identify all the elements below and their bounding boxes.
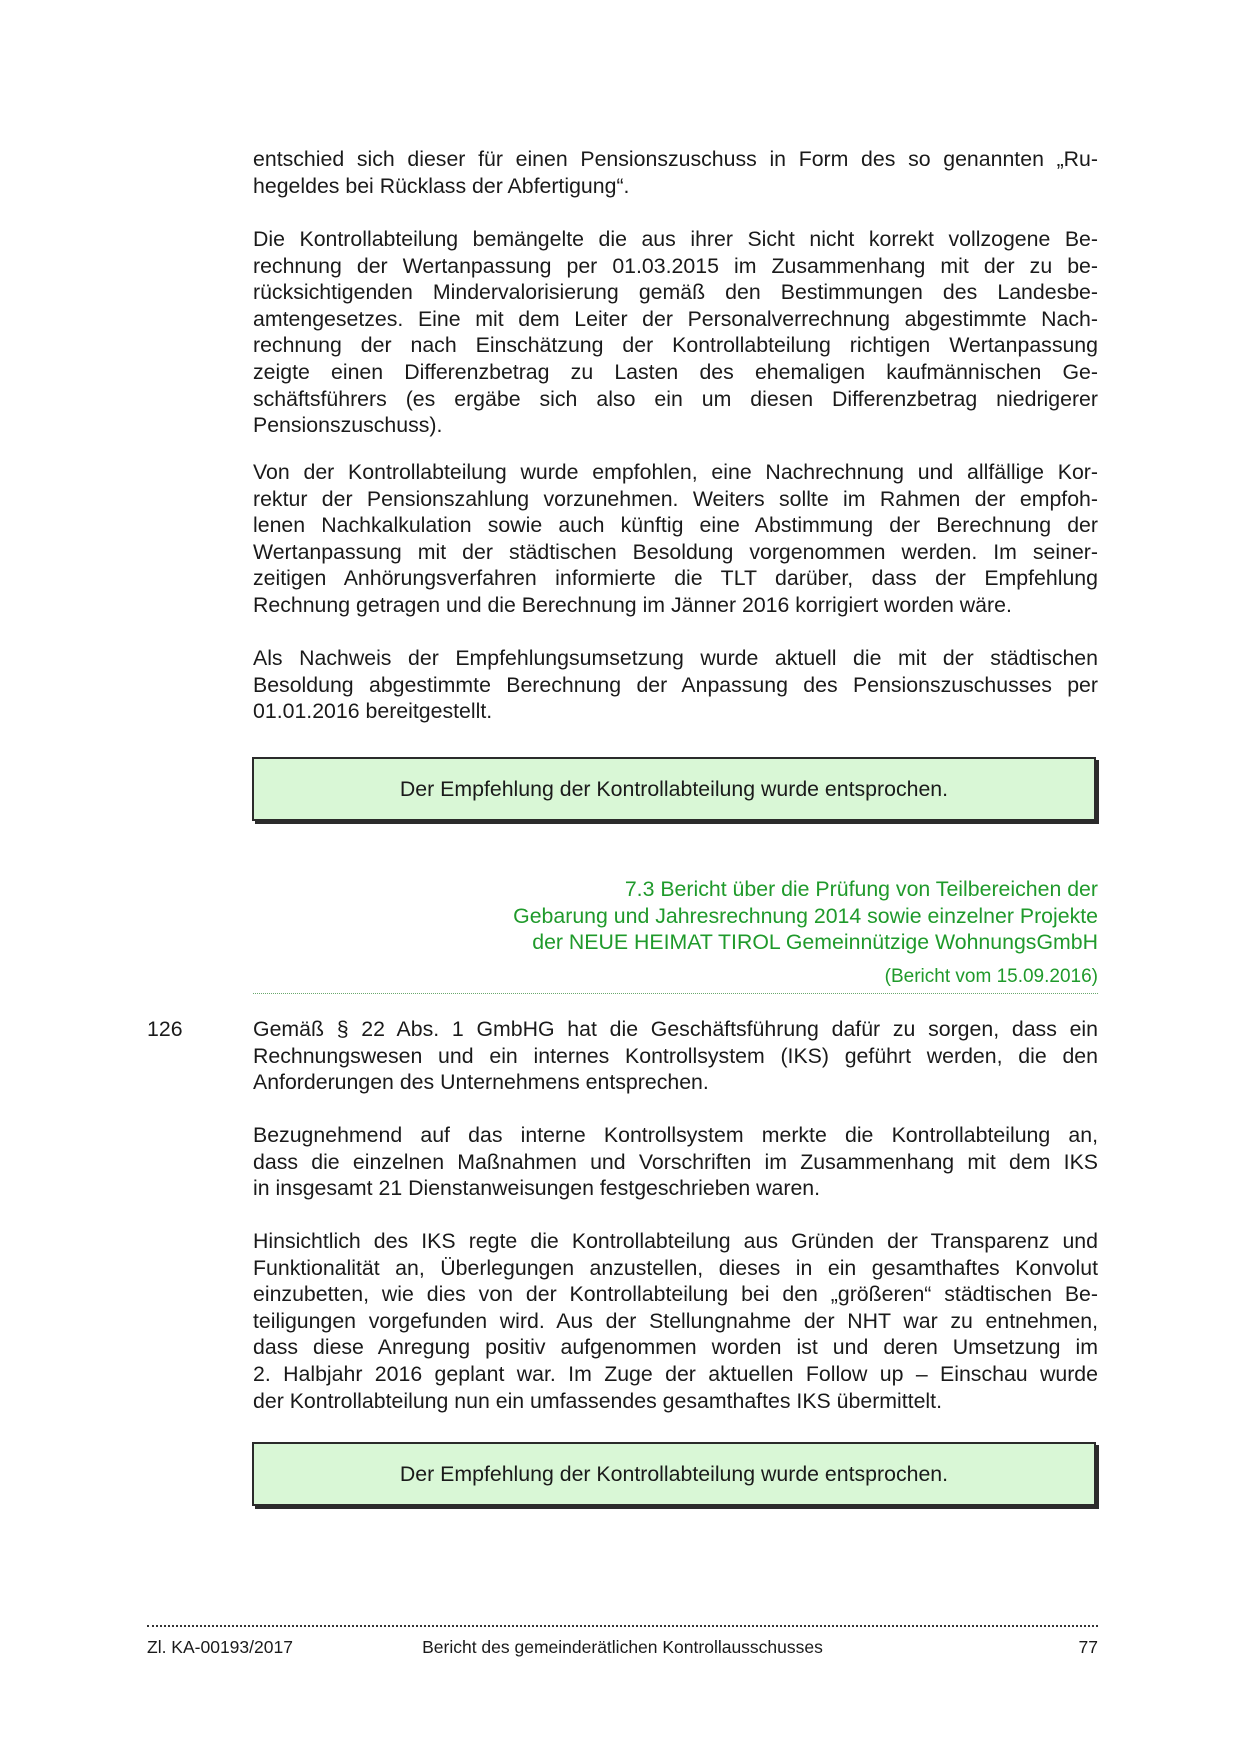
footer-divider — [147, 1625, 1098, 1627]
text-line: rechnung der nach Einschätzung der Kontrollabteilung richtigen Wertanpassung — [253, 333, 1098, 358]
paragraph-pension-form — [253, 146, 1098, 199]
text-line: Als Nachweis der Empfehlungsumsetzung wurde aktuell die mit der städtischen — [253, 646, 1098, 670]
text-line: in insgesamt 21 Dienstanweisungen festgeschrieben waren. — [253, 1176, 821, 1201]
text-line: rücksichtigenden Mindervalorisierung gemäß den Bestimmungen des Landesbe- — [253, 280, 1098, 305]
text-line: dass diese Anregung positiv aufgenommen worden ist und deren Umsetzung im — [253, 1335, 1098, 1360]
report-date: (Bericht vom 15.09.2016) — [884, 966, 1098, 987]
text-line: einzubetten, wie dies von der Kontrollabteilung bei den „größeren“ städtischen Be- — [253, 1282, 1098, 1307]
text-line: Anforderungen des Unternehmens entsprechen. — [253, 1070, 709, 1095]
text-line: Gemäß § 22 Abs. 1 GmbHG hat die Geschäftsführung dafür zu sorgen, dass ein — [253, 1017, 1098, 1041]
paragraph-calculation-criticism — [253, 226, 1098, 439]
text-line: Wertanpassung mit der städtischen Besoldung vorgenommen werden. Im seiner- — [253, 539, 1098, 564]
recommendation-text: Der Empfehlung der Kontrollabteilung wurde entsprochen. — [399, 776, 949, 801]
text-line: Rechnungswesen und ein internes Kontrollsystem (IKS) geführt werden, die den — [253, 1043, 1098, 1068]
text-line: Von der Kontrollabteilung wurde empfohlen, eine Nachrechnung und allfällige Kor- — [253, 460, 1098, 484]
heading-line: Gebarung und Jahresrechnung 2014 sowie einzelner Projekte — [513, 903, 1098, 928]
recommendation-fulfilled-box — [252, 757, 1096, 821]
recommendation-fulfilled-box — [252, 1442, 1096, 1506]
text-line: Die Kontrollabteilung bemängelte die aus ihrer Sicht nicht korrekt vollzogene Be- — [253, 227, 1098, 251]
text-line: Bezugnehmend auf das interne Kontrollsystem merkte die Kontrollabteilung an, — [253, 1123, 1098, 1147]
section-heading — [398, 876, 1098, 956]
paragraph-recommendation — [253, 459, 1098, 619]
heading-line: der NEUE HEIMAT TIROL Gemeinnützige WohnungsGmbH — [532, 930, 1098, 955]
footer-title: Bericht des gemeinderätlichen Kontrollausschusses — [422, 1637, 823, 1657]
text-line: teiligungen vorgefunden wird. Aus der Stellungnahme der NHT war zu entnehmen, — [253, 1308, 1098, 1333]
text-line: entschied sich dieser für einen Pensionszuschuss in Form des so genannten „Ru- — [253, 147, 1098, 171]
text-line: zeigte einen Differenzbetrag zu Lasten des ehemaligen kaufmännischen Ge- — [253, 359, 1098, 384]
text-line: Hinsichtlich des IKS regte die Kontrollabteilung aus Gründen der Transparenz und — [253, 1229, 1098, 1253]
text-line: amtengesetzes. Eine mit dem Leiter der Personalverrechnung abgestimmte Nach- — [253, 306, 1098, 331]
page-number: 77 — [1078, 1637, 1098, 1657]
text-line: 2. Halbjahr 2016 geplant war. Im Zuge der aktuellen Follow up – Einschau wurde — [253, 1361, 1098, 1386]
section-divider — [253, 993, 1098, 994]
text-line: Pensionszuschuss). — [253, 413, 443, 438]
heading-line: 7.3 Bericht über die Prüfung von Teilbereichen der — [624, 877, 1098, 901]
paragraph-iks-instructions — [253, 1122, 1098, 1202]
paragraph-evidence — [253, 645, 1098, 725]
text-line: lenen Nachkalkulation sowie auch künftig eine Abstimmung der Berechnung der — [253, 513, 1098, 538]
paragraph-iks-transparency — [253, 1228, 1098, 1414]
text-line: zeitigen Anhörungsverfahren informierte die TLT darüber, dass der Empfehlung — [253, 566, 1098, 591]
footer-reference: Zl. KA-00193/2017 — [147, 1637, 293, 1657]
recommendation-text: Der Empfehlung der Kontrollabteilung wurde entsprochen. — [399, 1461, 949, 1486]
text-line: 01.01.2016 bereitgestellt. — [253, 699, 493, 724]
text-line: dass die einzelnen Maßnahmen und Vorschriften im Zusammenhang mit dem IKS — [253, 1149, 1098, 1174]
text-line: Besoldung abgestimmte Berechnung der Anpassung des Pensionszuschusses per — [253, 672, 1098, 697]
text-line: schäftsführers (es ergäbe sich also ein um diesen Differenzbetrag niedrigerer — [253, 386, 1098, 411]
margin-number: 126 — [147, 1017, 183, 1041]
paragraph-gmbhg — [253, 1016, 1098, 1096]
text-line: rektur der Pensionszahlung vorzunehmen. Weiters sollte im Rahmen der empfoh- — [253, 486, 1098, 511]
text-line: Rechnung getragen und die Berechnung im Jänner 2016 korrigiert worden wäre. — [253, 592, 1012, 617]
text-line: Funktionalität an, Überlegungen anzustellen, dieses in ein gesamthaftes Konvolut — [253, 1255, 1098, 1280]
text-line: hegeldes bei Rücklass der Abfertigung“. — [253, 173, 630, 198]
text-line: der Kontrollabteilung nun ein umfassendes gesamthaftes IKS übermittelt. — [253, 1388, 942, 1413]
text-line: rechnung der Wertanpassung per 01.03.2015 im Zusammenhang mit der zu be- — [253, 253, 1098, 278]
